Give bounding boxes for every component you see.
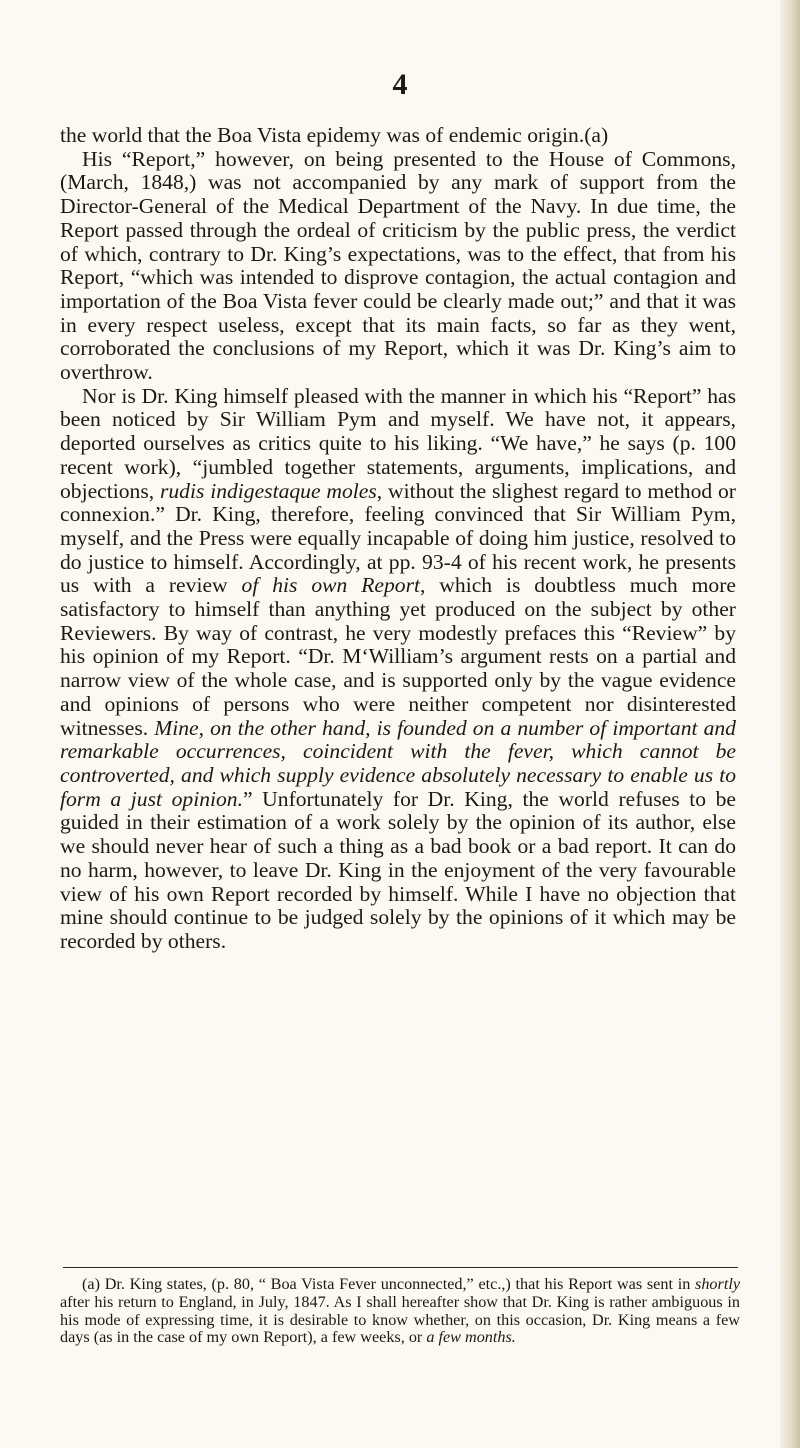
text-run: after his return to England, in July, 1847. As I shall hereafter show that Dr. King is rather ambiguous in his mode of expressing time, it is desirable to know whether, on this occasion, Dr. King means a few days (as in the case of my own Report), a few weeks, or: [60, 1292, 740, 1347]
body-text: [60, 124, 736, 954]
text-run: (a) Dr. King states, (p. 80, “ Boa Vista Fever unconnected,” etc.,) that his Report was sent in: [82, 1275, 696, 1293]
paragraph: [60, 124, 736, 148]
italic-quotation: Mine, on the other hand, is founded on a number of important and remarkable occurrences, coincident with the fever, which cannot be controverted, and which supply evidence absolutely necessary to enable us to form a just opinion.: [60, 715, 736, 811]
text-run: ” Unfortunately for Dr. King, the world refuses to be guided in their estimation of a work solely by the opinion of its author, else we should never hear of such a thing as a bad book or a bad report. It can do no harm, however, to leave Dr. King in the enjoyment of the very favourable view of his own Report recorded by himself. While I have no objection that mine should continue to be judged solely by the opinions of it which may be recorded by others.: [60, 786, 736, 953]
italic-word: shortly: [695, 1275, 740, 1293]
text-run: , without the slighest regard to method or connexion.” Dr. King, therefore, feeling convinced that Sir William Pym, myself, and the Press were equally incapable of doing him justice, resolved to do justice to himself. Accordingly, at pp. 93-4 of his recent work, he presents us with a review: [60, 478, 736, 598]
italic-phrase: of his own Report: [241, 573, 420, 598]
page-edge-shadow: [780, 0, 800, 1448]
text-run: His “Report,” however, on being presented to the House of Commons, (March, 1848,) was not accompanied by any mark of support from the Director-General of the Medical Department of the Navy. In due time, the Report passed through the ordeal of criticism by the public press, the verdict of which, contrary to Dr. King’s expectations, was to the effect, that from his Report, “which was intended to disprove contagion, the actual contagion and importation of the Boa Vista fever could be clearly made out;” and that it was in every respect useless, except that its main facts, so far as they went, corroborated the conclusions of my Report, which it was Dr. King’s aim to overthrow.: [60, 146, 736, 385]
text-run: , which is doubtless much more satisfactory to himself than anything yet produced on the subject by other Reviewers. By way of contrast, he very modestly prefaces this “Review” by his opinion of my Report. “Dr. M‘William’s argument rests on a partial and narrow view of the whole case, and is supported only by the vague evidence and opinions of persons who were neither competent nor disinterested witnesses.: [60, 573, 736, 740]
paragraph: [60, 148, 736, 385]
page-number: 4: [392, 68, 408, 101]
footnote-rule: [63, 1267, 738, 1268]
text-run: the world that the Boa Vista epidemy was of endemic origin.(a): [60, 123, 609, 147]
text-run: Nor is Dr. King himself pleased with the manner in which his “Report” has been noticed by Sir William Pym and myself. We have not, it appears, deported ourselves as critics quite to his liking. “We have,” he says (p. 100 recent work), “jumbled together statements, arguments, implications, and objections,: [60, 383, 736, 503]
footnote: [60, 1276, 740, 1347]
paragraph: [60, 385, 736, 954]
latin-quote: rudis indigestaque moles: [159, 478, 377, 503]
italic-phrase: a few months.: [426, 1328, 516, 1347]
